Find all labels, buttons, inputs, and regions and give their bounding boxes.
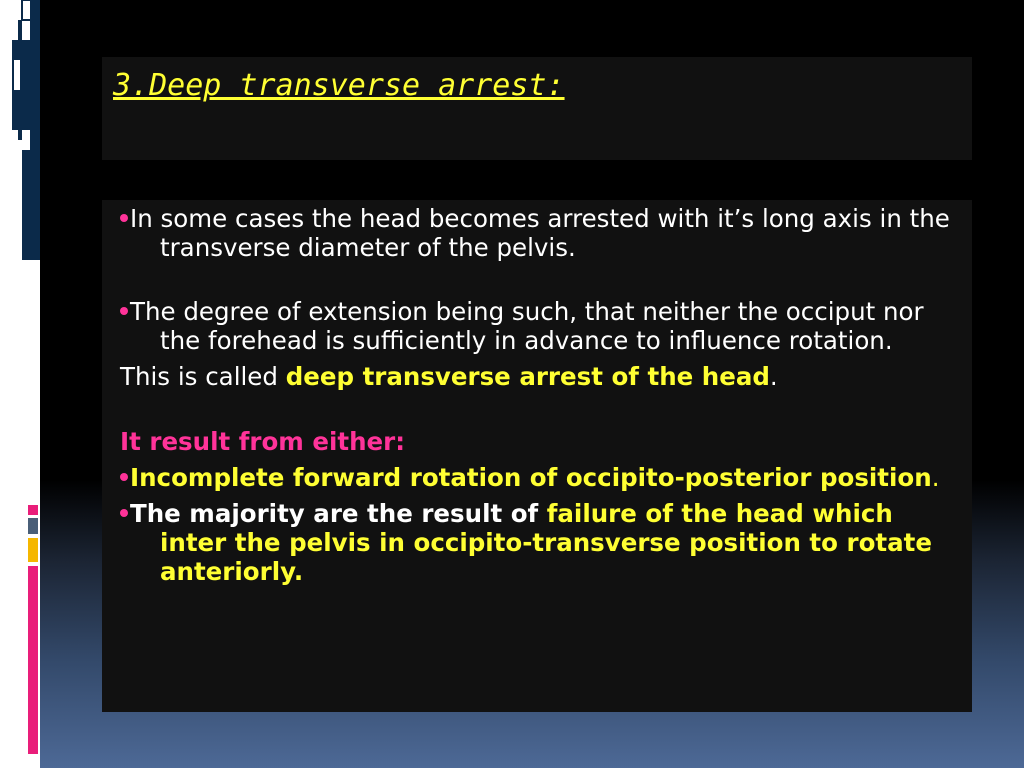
bullet-icon [120, 509, 128, 517]
accent-bar-yellow [28, 538, 38, 562]
paragraph-5-text: Incomplete forward rotation of occipito-posterior position [130, 463, 932, 492]
paragraph-6 [120, 499, 960, 586]
paragraph-2-text: The degree of extension being such, that neither the occiput nor the forehead is sufficiently in advance to influence rotation. [130, 297, 924, 355]
paragraph-3-suffix: . [769, 362, 778, 391]
content-body [120, 204, 960, 586]
paragraph-5-suffix: . [931, 463, 940, 492]
content-panel [102, 200, 972, 712]
paragraph-5 [120, 463, 960, 492]
paragraph-1 [120, 204, 960, 262]
left-decor-strip [0, 0, 40, 768]
paragraph-3-prefix: This is called [120, 362, 286, 391]
accent-bar-pink-1 [28, 505, 38, 515]
slide-title: 3.Deep transverse arrest: [113, 68, 565, 103]
paragraph-3-highlight: deep transverse arrest of the head [285, 362, 770, 391]
title-panel [102, 57, 972, 160]
paragraph-3 [120, 362, 960, 391]
bullet-icon [120, 214, 128, 222]
accent-bar-blue [28, 518, 38, 534]
bullet-icon [120, 473, 128, 481]
paragraph-6-prefix: The majority are the result of [130, 499, 547, 528]
paragraph-2 [120, 297, 960, 355]
paragraph-6-highlight: failure of the head which inter the pelvis in occipito-transverse position to rotate anteriorly. [160, 499, 932, 586]
paragraph-1-text: In some cases the head becomes arrested with it’s long axis in the transverse diameter of the pelvis. [130, 204, 950, 262]
document-stack-icon [0, 0, 40, 260]
bullet-icon [120, 307, 128, 315]
paragraph-4-heading: It result from either: [120, 427, 406, 456]
accent-bar-pink-2 [28, 566, 38, 754]
